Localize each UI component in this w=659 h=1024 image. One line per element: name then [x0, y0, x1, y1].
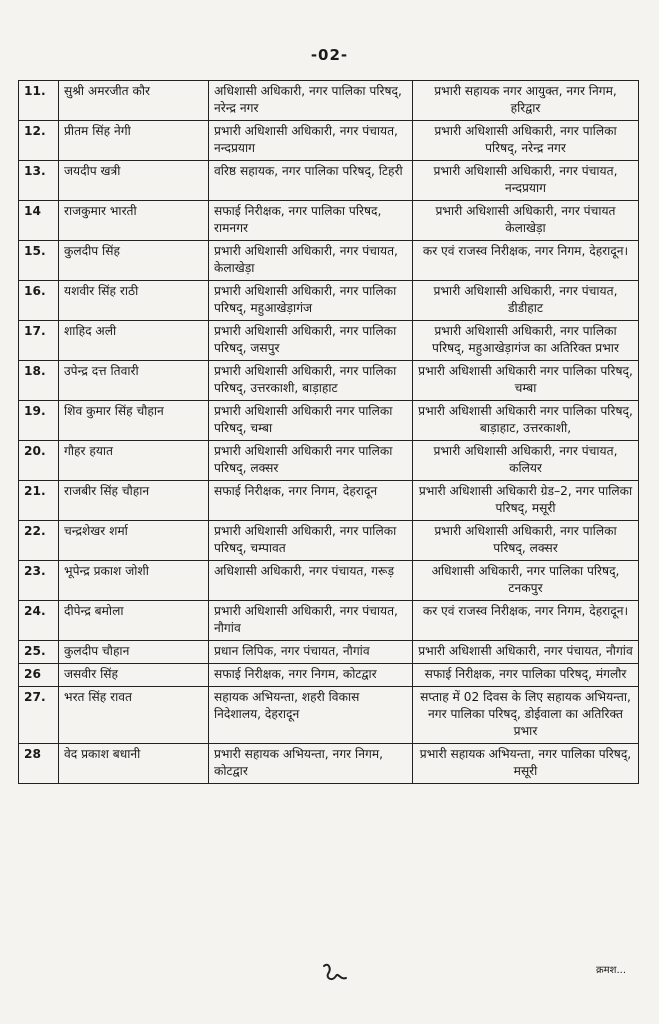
- current-posting-cell: अधिशासी अधिकारी, नगर पालिका परिषद्, नरेन्द्र नगर: [209, 81, 413, 121]
- serial-number-cell: 19.: [19, 401, 59, 441]
- new-posting-cell: प्रभारी अधिशासी अधिकारी ग्रेड–2, नगर पालिका परिषद्, मसूरी: [413, 481, 639, 521]
- new-posting-cell: प्रभारी अधिशासी अधिकारी, नगर पंचायत केलाखेड़ा: [413, 201, 639, 241]
- name-cell: शिव कुमार सिंह चौहान: [59, 401, 209, 441]
- table-row: [19, 361, 639, 401]
- table-row: [19, 601, 639, 641]
- new-posting-cell: प्रभारी सहायक अभियन्ता, नगर पालिका परिषद्, मसूरी: [413, 744, 639, 784]
- new-posting-cell: प्रभारी अधिशासी अधिकारी, नगर पालिका परिषद्, नरेन्द्र नगर: [413, 121, 639, 161]
- new-posting-cell: प्रभारी अधिशासी अधिकारी नगर पालिका परिषद्, बाड़ाहाट, उत्तरकाशी,: [413, 401, 639, 441]
- new-posting-cell: प्रभारी अधिशासी अधिकारी नगर पालिका परिषद्, चम्बा: [413, 361, 639, 401]
- new-posting-cell: प्रभारी अधिशासी अधिकारी, नगर पंचायत, नौगांव: [413, 641, 639, 664]
- current-posting-cell: प्रधान लिपिक, नगर पंचायत, नौगांव: [209, 641, 413, 664]
- table-row: [19, 641, 639, 664]
- table-row: [19, 744, 639, 784]
- name-cell: राजबीर सिंह चौहान: [59, 481, 209, 521]
- new-posting-cell: अधिशासी अधिकारी, नगर पालिका परिषद्, टनकपुर: [413, 561, 639, 601]
- current-posting-cell: अधिशासी अधिकारी, नगर पंचायत, गरूड़: [209, 561, 413, 601]
- new-posting-cell: प्रभारी सहायक नगर आयुक्त, नगर निगम, हरिद्वार: [413, 81, 639, 121]
- name-cell: वेद प्रकाश बधानी: [59, 744, 209, 784]
- table-row: [19, 161, 639, 201]
- serial-number-cell: 14: [19, 201, 59, 241]
- current-posting-cell: वरिष्ठ सहायक, नगर पालिका परिषद्, टिहरी: [209, 161, 413, 201]
- new-posting-cell: प्रभारी अधिशासी अधिकारी, नगर पालिका परिषद्, महुआखेड़ागंज का अतिरिक्त प्रभार: [413, 321, 639, 361]
- current-posting-cell: सहायक अभियन्ता, शहरी विकास निदेशालय, देहरादून: [209, 687, 413, 744]
- name-cell: प्रीतम सिंह नेगी: [59, 121, 209, 161]
- continued-note: क्रमश...: [596, 965, 626, 976]
- current-posting-cell: सफाई निरीक्षक, नगर निगम, कोटद्वार: [209, 664, 413, 687]
- serial-number-cell: 13.: [19, 161, 59, 201]
- name-cell: चन्द्रशेखर शर्मा: [59, 521, 209, 561]
- name-cell: सुश्री अमरजीत कौर: [59, 81, 209, 121]
- new-posting-cell: कर एवं राजस्व निरीक्षक, नगर निगम, देहरादून।: [413, 601, 639, 641]
- current-posting-cell: प्रभारी अधिशासी अधिकारी नगर पालिका परिषद्, चम्बा: [209, 401, 413, 441]
- serial-number-cell: 12.: [19, 121, 59, 161]
- new-posting-cell: प्रभारी अधिशासी अधिकारी, नगर पंचायत, डीडीहाट: [413, 281, 639, 321]
- current-posting-cell: प्रभारी अधिशासी अधिकारी, नगर पालिका परिषद्, उत्तरकाशी, बाड़ाहाट: [209, 361, 413, 401]
- table-row: [19, 687, 639, 744]
- new-posting-cell: प्रभारी अधिशासी अधिकारी, नगर पालिका परिषद्, लक्सर: [413, 521, 639, 561]
- table-row: [19, 201, 639, 241]
- new-posting-cell: सप्ताह में 02 दिवस के लिए सहायक अभियन्ता, नगर पालिका परिषद्, डोईवाला का अतिरिक्त प्रभार: [413, 687, 639, 744]
- serial-number-cell: 22.: [19, 521, 59, 561]
- serial-number-cell: 23.: [19, 561, 59, 601]
- serial-number-cell: 27.: [19, 687, 59, 744]
- serial-number-cell: 24.: [19, 601, 59, 641]
- new-posting-cell: प्रभारी अधिशासी अधिकारी, नगर पंचायत, नन्दप्रयाग: [413, 161, 639, 201]
- current-posting-cell: प्रभारी अधिशासी अधिकारी, नगर पालिका परिषद्, महुआखेड़ागंज: [209, 281, 413, 321]
- name-cell: दीपेन्द्र बमोला: [59, 601, 209, 641]
- table-row: [19, 561, 639, 601]
- serial-number-cell: 20.: [19, 441, 59, 481]
- name-cell: जयदीप खत्री: [59, 161, 209, 201]
- table-row: [19, 401, 639, 441]
- table-row: [19, 121, 639, 161]
- name-cell: यशवीर सिंह राठी: [59, 281, 209, 321]
- transfer-table: [18, 80, 639, 784]
- serial-number-cell: 18.: [19, 361, 59, 401]
- current-posting-cell: सफाई निरीक्षक, नगर निगम, देहरादून: [209, 481, 413, 521]
- serial-number-cell: 16.: [19, 281, 59, 321]
- table-row: [19, 441, 639, 481]
- name-cell: शाहिद अली: [59, 321, 209, 361]
- current-posting-cell: प्रभारी अधिशासी अधिकारी, नगर पंचायत, नौगांव: [209, 601, 413, 641]
- name-cell: भरत सिंह रावत: [59, 687, 209, 744]
- current-posting-cell: प्रभारी अधिशासी अधिकारी, नगर पंचायत, केलाखेड़ा: [209, 241, 413, 281]
- new-posting-cell: प्रभारी अधिशासी अधिकारी, नगर पंचायत, कलियर: [413, 441, 639, 481]
- page-number: -02-: [310, 46, 349, 64]
- name-cell: कुलदीप सिंह: [59, 241, 209, 281]
- serial-number-cell: 11.: [19, 81, 59, 121]
- table-row: [19, 281, 639, 321]
- name-cell: उपेन्द्र दत्त तिवारी: [59, 361, 209, 401]
- current-posting-cell: प्रभारी अधिशासी अधिकारी, नगर पालिका परिषद्, जसपुर: [209, 321, 413, 361]
- current-posting-cell: प्रभारी अधिशासी अधिकारी नगर पालिका परिषद्, लक्सर: [209, 441, 413, 481]
- serial-number-cell: 28: [19, 744, 59, 784]
- new-posting-cell: कर एवं राजस्व निरीक्षक, नगर निगम, देहरादून।: [413, 241, 639, 281]
- table-row: [19, 321, 639, 361]
- name-cell: भूपेन्द्र प्रकाश जोशी: [59, 561, 209, 601]
- current-posting-cell: प्रभारी अधिशासी अधिकारी, नगर पालिका परिषद्, चम्पावत: [209, 521, 413, 561]
- current-posting-cell: प्रभारी सहायक अभियन्ता, नगर निगम, कोटद्वार: [209, 744, 413, 784]
- table-row: [19, 481, 639, 521]
- serial-number-cell: 21.: [19, 481, 59, 521]
- new-posting-cell: सफाई निरीक्षक, नगर पालिका परिषद्, मंगलौर: [413, 664, 639, 687]
- name-cell: राजकुमार भारती: [59, 201, 209, 241]
- serial-number-cell: 15.: [19, 241, 59, 281]
- name-cell: गौहर हयात: [59, 441, 209, 481]
- current-posting-cell: सफाई निरीक्षक, नगर पालिका परिषद, रामनगर: [209, 201, 413, 241]
- table-row: [19, 241, 639, 281]
- serial-number-cell: 17.: [19, 321, 59, 361]
- table-row: [19, 521, 639, 561]
- current-posting-cell: प्रभारी अधिशासी अधिकारी, नगर पंचायत, नन्दप्रयाग: [209, 121, 413, 161]
- serial-number-cell: 25.: [19, 641, 59, 664]
- signature-mark: [318, 960, 358, 988]
- name-cell: जसवीर सिंह: [59, 664, 209, 687]
- name-cell: कुलदीप चौहान: [59, 641, 209, 664]
- serial-number-cell: 26: [19, 664, 59, 687]
- table-row: [19, 81, 639, 121]
- table-row: [19, 664, 639, 687]
